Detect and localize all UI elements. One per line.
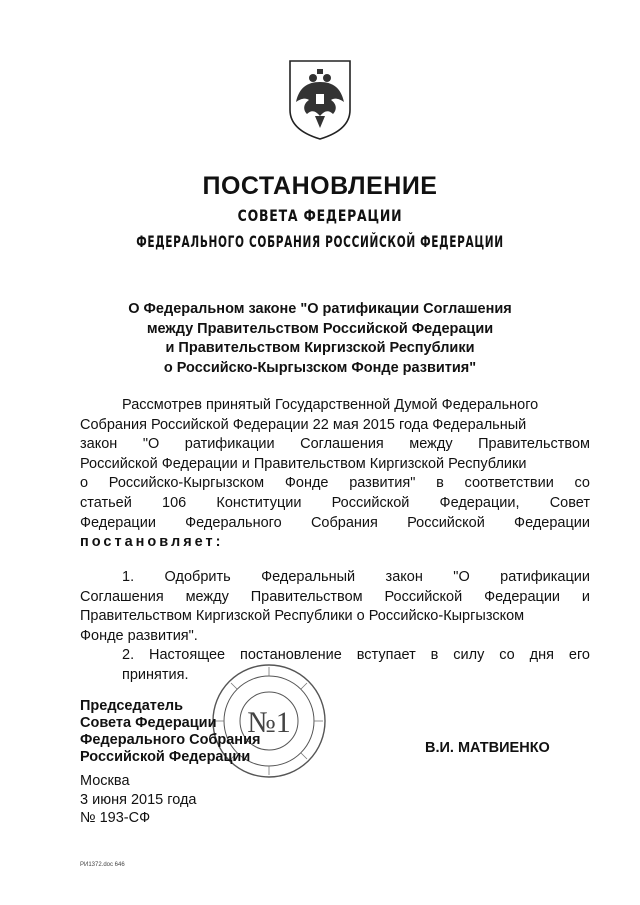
preamble-line: закон "О ратификации Соглашения между Правительством xyxy=(80,436,590,453)
item-line: Соглашения между Правительством Российской Федерации и xyxy=(80,588,590,605)
signatory-line: Совета Федерации xyxy=(80,715,217,731)
document-subject xyxy=(80,300,560,378)
subject-line: и Правительством Киргизской Республики xyxy=(165,340,475,356)
issuer-line-2: ФЕДЕРАЛЬНОГО СОБРАНИЯ РОССИЙСКОЙ ФЕДЕРАЦИИ xyxy=(136,232,504,251)
signatory-name: В.И. МАТВИЕНКО xyxy=(425,740,550,756)
preamble-line: Собрания Российской Федерации 22 мая 2015 года Федеральный xyxy=(80,416,527,433)
stamp-number: №1 xyxy=(247,706,291,739)
preamble-line: о Российско-Кыргызском Фонде развития" в соответствии со xyxy=(80,475,590,492)
signatory-line: Российской Федерации xyxy=(80,749,251,765)
preamble-line: Федерации Федерального Собрания Российской Федерации xyxy=(80,514,590,531)
city: Москва xyxy=(80,773,130,789)
subject-line: о Российско-Кыргызском Фонде развития" xyxy=(163,359,477,376)
footer-code: РИ1372.doc 646 xyxy=(80,862,125,868)
item-line: 1. Одобрить Федеральный закон "О ратификации xyxy=(122,569,590,585)
signatory-title xyxy=(80,698,260,766)
document-title: ПОСТАНОВЛЕНИЕ xyxy=(202,172,438,200)
subject-line: О Федеральном законе "О ратификации Соглашения xyxy=(128,301,512,317)
date: 3 июня 2015 года xyxy=(80,791,197,808)
item-one xyxy=(80,568,590,646)
preamble-line: Российской Федерации и Правительством Киргизской Республики xyxy=(80,455,527,472)
coat-of-arms-icon xyxy=(287,58,353,142)
document-number: № 193-СФ xyxy=(80,810,151,826)
item-line: 2. Настоящее постановление вступает в силу со дня его xyxy=(122,647,590,663)
place-date-block xyxy=(80,772,196,828)
issuer-line-1: СОВЕТА ФЕДЕРАЦИИ xyxy=(237,206,403,225)
subject-line: между Правительством Российской Федерации xyxy=(146,320,494,337)
preamble-paragraph xyxy=(80,396,590,553)
item-two xyxy=(80,646,590,685)
preamble-line: Рассмотрев принятый Государственной Думой Федерального xyxy=(122,397,539,413)
item-line: Фонде развития". xyxy=(80,627,198,644)
resolves-word: постановляет: xyxy=(80,534,224,551)
item-line: Правительством Киргизской Республики о Российско-Кыргызском xyxy=(80,608,525,625)
signatory-line: Федерального Собрания xyxy=(80,732,261,748)
signatory-line: Председатель xyxy=(80,698,184,714)
item-line: принятия. xyxy=(122,666,189,683)
preamble-line: статьей 106 Конституции Российской Федерации, Совет xyxy=(80,494,590,511)
